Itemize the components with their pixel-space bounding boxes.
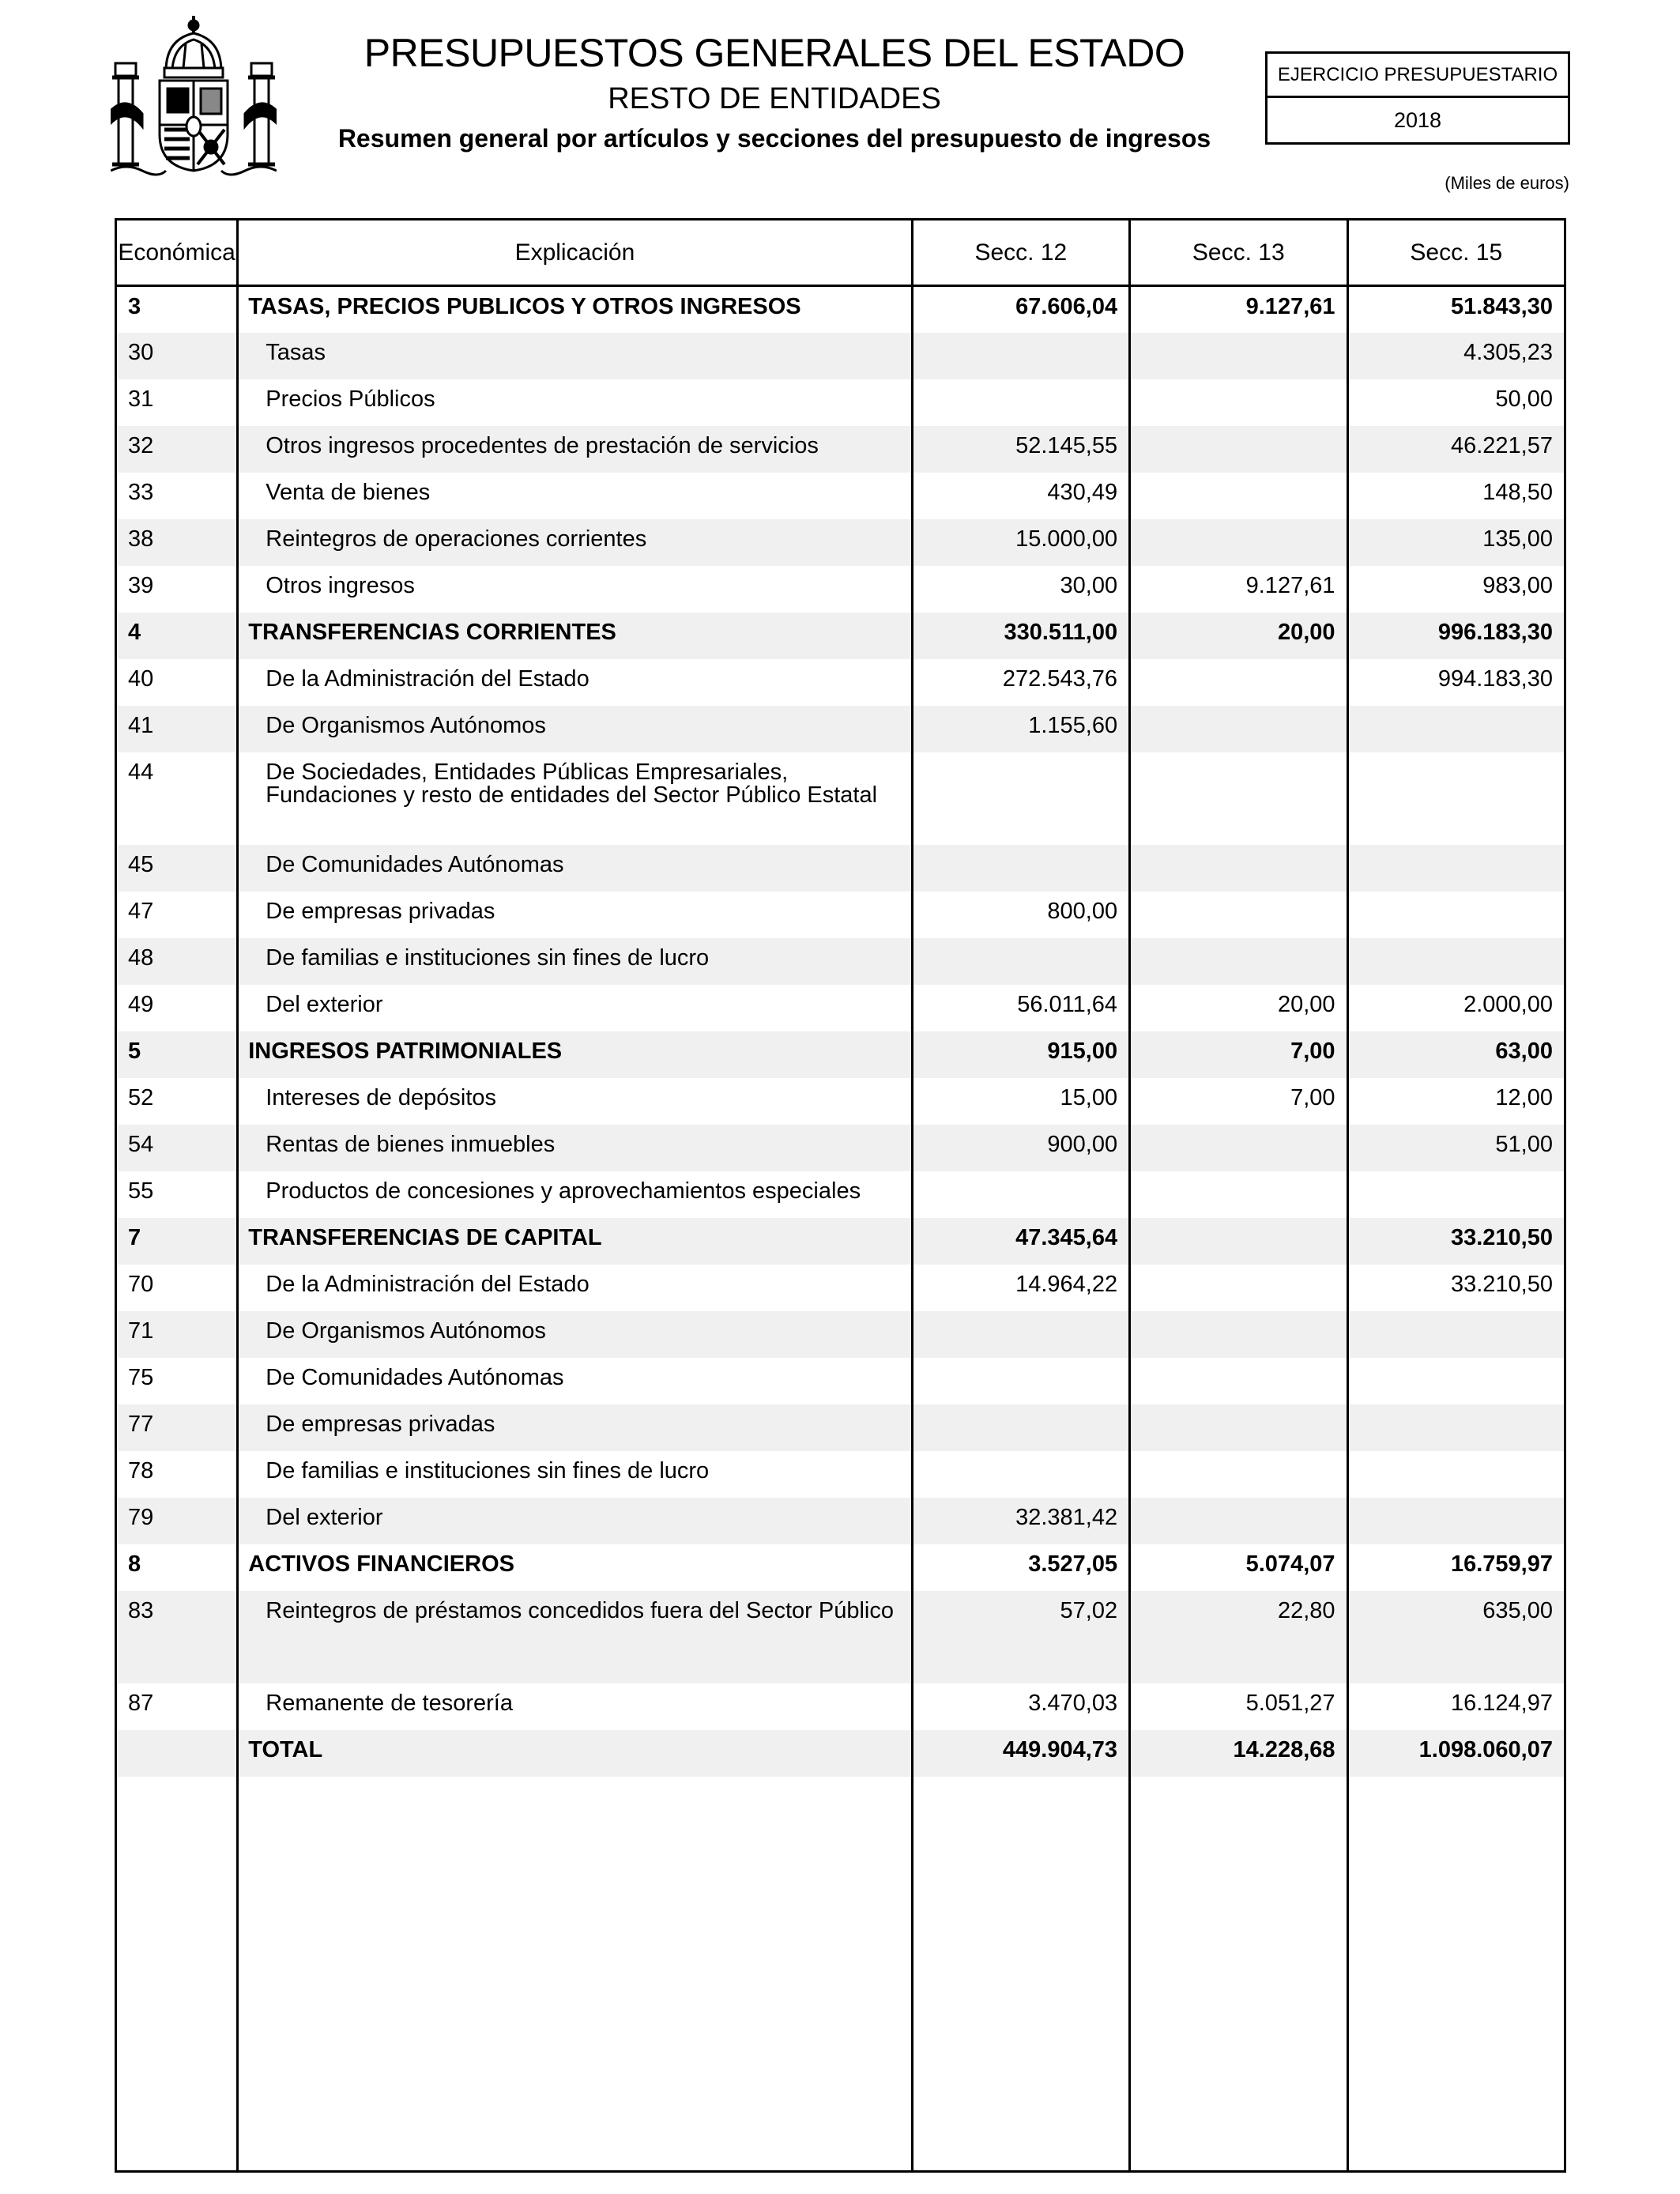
explanation-cell: De Organismos Autónomos <box>238 1311 912 1358</box>
explanation-cell: INGRESOS PATRIMONIALES <box>238 1031 912 1078</box>
table-row <box>116 1451 1565 1498</box>
explanation-cell: TRANSFERENCIAS CORRIENTES <box>238 613 912 659</box>
secc-13-cell: 7,00 <box>1130 1031 1347 1078</box>
explanation-cell: De Sociedades, Entidades Públicas Empresariales, Fundaciones y resto de entidades del Sector Público Estatal <box>238 752 912 845</box>
table-row <box>116 1311 1565 1358</box>
table-row <box>116 752 1565 845</box>
explanation-cell: TASAS, PRECIOS PUBLICOS Y OTROS INGRESOS <box>238 286 912 333</box>
code-cell: 79 <box>116 1498 238 1544</box>
secc-12-cell <box>912 1358 1129 1404</box>
column-header-secc-13: Secc. 13 <box>1130 220 1347 286</box>
secc-15-cell: 135,00 <box>1347 519 1565 566</box>
table-row <box>116 566 1565 613</box>
filler-cell <box>1347 1777 1565 2172</box>
explanation-cell: Intereses de depósitos <box>238 1078 912 1125</box>
secc-15-cell: 983,00 <box>1347 566 1565 613</box>
code-cell: 44 <box>128 759 154 785</box>
secc-12-cell <box>912 1404 1129 1451</box>
explanation-cell: De Comunidades Autónomas <box>238 845 912 892</box>
code-cell: 40 <box>128 665 154 692</box>
secc-13-cell: 7,00 <box>1130 1078 1347 1125</box>
code-cell: 77 <box>116 1404 238 1451</box>
secc-15-cell: 50,00 <box>1347 379 1565 426</box>
secc-12-cell <box>912 938 1129 985</box>
secc-13-cell <box>1130 1125 1347 1171</box>
table-row <box>116 845 1565 892</box>
code-cell: 87 <box>128 1690 154 1716</box>
column-header-economica: Económica <box>116 220 238 286</box>
secc-12-cell <box>912 1171 1129 1218</box>
code-cell: 49 <box>128 991 154 1017</box>
secc-12-cell <box>912 1311 1129 1358</box>
secc-13-cell: 9.127,61 <box>1130 286 1347 333</box>
explanation-cell: Del exterior <box>238 1498 912 1544</box>
secc-13-cell: 5.051,27 <box>1130 1683 1347 1730</box>
secc-13-cell <box>1130 938 1347 985</box>
table-row <box>116 286 1565 333</box>
secc-15-cell: 63,00 <box>1347 1031 1565 1078</box>
code-cell: 39 <box>128 572 154 598</box>
secc-13-cell <box>1130 426 1347 473</box>
secc-15-cell <box>1347 752 1565 845</box>
code-cell: 83 <box>116 1591 238 1683</box>
explanation-cell: Tasas <box>238 333 912 379</box>
table-row <box>116 1404 1565 1451</box>
secc-12-cell: 800,00 <box>912 892 1129 938</box>
secc-12-cell: 32.381,42 <box>912 1498 1129 1544</box>
page-title: PRESUPUESTOS GENERALES DEL ESTADO <box>363 31 1185 75</box>
spanish-coat-of-arms-icon <box>111 16 277 179</box>
table-row <box>116 1031 1565 1078</box>
table-row <box>116 426 1565 473</box>
table-row <box>116 473 1565 519</box>
secc-12-cell: 272.543,76 <box>912 659 1129 706</box>
table-header-row <box>116 220 1565 286</box>
explanation-cell: Reintegros de préstamos concedidos fuera del Sector Público <box>238 1591 912 1683</box>
secc-15-cell: 4.305,23 <box>1347 333 1565 379</box>
secc-13-cell <box>1130 519 1347 566</box>
explanation-cell: Rentas de bienes inmuebles <box>238 1125 912 1171</box>
column-header-secc-15: Secc. 15 <box>1347 220 1565 286</box>
secc-15-cell <box>1347 892 1565 938</box>
explanation-cell: Precios Públicos <box>238 379 912 426</box>
table-row <box>116 613 1565 659</box>
code-cell: 33 <box>128 479 154 505</box>
secc-13-cell <box>1130 1498 1347 1544</box>
explanation-cell: Remanente de tesorería <box>238 1683 912 1730</box>
filler-cell <box>238 1777 912 2172</box>
code-cell: 75 <box>128 1364 154 1390</box>
table-row <box>116 519 1565 566</box>
explanation-cell: ACTIVOS FINANCIEROS <box>238 1544 912 1591</box>
table-row <box>116 706 1565 752</box>
secc-12-cell <box>912 752 1129 845</box>
secc-15-cell <box>1347 845 1565 892</box>
code-cell: 38 <box>116 519 238 566</box>
page-subtitle: RESTO DE ENTIDADES <box>608 82 941 115</box>
secc-12-cell <box>912 333 1129 379</box>
units-note: (Miles de euros) <box>1445 173 1569 193</box>
code-cell: 3 <box>128 294 141 319</box>
table-row <box>116 1591 1565 1683</box>
table-row <box>116 1265 1565 1311</box>
explanation-cell: Otros ingresos procedentes de prestación de servicios <box>238 426 912 473</box>
secc-15-cell <box>1347 1358 1565 1404</box>
secc-12-cell: 900,00 <box>912 1125 1129 1171</box>
secc-15-cell <box>1347 1451 1565 1498</box>
secc-12-cell: 30,00 <box>912 566 1129 613</box>
table-row <box>116 333 1565 379</box>
secc-13-cell <box>1130 1404 1347 1451</box>
secc-15-cell: 2.000,00 <box>1347 985 1565 1031</box>
secc-13-cell <box>1130 379 1347 426</box>
secc-13-cell <box>1130 706 1347 752</box>
table-row <box>116 1218 1565 1265</box>
table-row <box>116 1544 1565 1591</box>
explanation-cell: TOTAL <box>238 1730 912 1777</box>
secc-13-cell <box>1130 892 1347 938</box>
secc-15-cell: 46.221,57 <box>1347 426 1565 473</box>
code-cell: 47 <box>128 898 154 924</box>
secc-13-cell: 14.228,68 <box>1130 1730 1347 1777</box>
secc-13-cell <box>1130 473 1347 519</box>
code-cell: 70 <box>128 1271 154 1297</box>
explanation-cell: De empresas privadas <box>238 1404 912 1451</box>
explanation-cell: De familias e instituciones sin fines de lucro <box>238 938 912 985</box>
secc-15-cell: 1.098.060,07 <box>1347 1730 1565 1777</box>
explanation-cell: Venta de bienes <box>238 473 912 519</box>
secc-13-cell: 20,00 <box>1130 613 1347 659</box>
column-header-secc-12: Secc. 12 <box>912 220 1129 286</box>
table-row <box>116 1683 1565 1730</box>
secc-12-cell: 47.345,64 <box>912 1218 1129 1265</box>
secc-13-cell <box>1130 333 1347 379</box>
code-cell: 54 <box>116 1125 238 1171</box>
table-row <box>116 1078 1565 1125</box>
filler-cell <box>1130 1777 1347 2172</box>
secc-13-cell <box>1130 845 1347 892</box>
table-row <box>116 379 1565 426</box>
table-row <box>116 892 1565 938</box>
column-header-explicacion: Explicación <box>238 220 912 286</box>
code-cell: 55 <box>128 1178 154 1204</box>
code-cell: 5 <box>116 1031 238 1078</box>
code-cell: 48 <box>116 938 238 985</box>
secc-12-cell: 430,49 <box>912 473 1129 519</box>
budget-table <box>115 218 1566 2173</box>
table-row <box>116 938 1565 985</box>
secc-15-cell: 33.210,50 <box>1347 1218 1565 1265</box>
code-cell: 31 <box>128 386 154 412</box>
secc-15-cell: 994.183,30 <box>1347 659 1565 706</box>
table-row <box>116 659 1565 706</box>
code-cell: 71 <box>116 1311 238 1358</box>
secc-15-cell: 996.183,30 <box>1347 613 1565 659</box>
secc-12-cell: 57,02 <box>912 1591 1129 1683</box>
code-cell: 32 <box>116 426 238 473</box>
secc-15-cell: 51.843,30 <box>1347 286 1565 333</box>
secc-12-cell: 330.511,00 <box>912 613 1129 659</box>
secc-15-cell: 12,00 <box>1347 1078 1565 1125</box>
explanation-cell: De empresas privadas <box>238 892 912 938</box>
fiscal-year-value: 2018 <box>1393 108 1442 132</box>
fiscal-year-label: EJERCICIO PRESUPUESTARIO <box>1268 54 1568 98</box>
secc-12-cell <box>912 1451 1129 1498</box>
secc-13-cell <box>1130 752 1347 845</box>
secc-15-cell: 33.210,50 <box>1347 1265 1565 1311</box>
secc-13-cell: 5.074,07 <box>1130 1544 1347 1591</box>
explanation-cell: Productos de concesiones y aprovechamientos especiales <box>238 1171 912 1218</box>
secc-15-cell <box>1347 1404 1565 1451</box>
secc-13-cell: 22,80 <box>1130 1591 1347 1683</box>
secc-15-cell <box>1347 1171 1565 1218</box>
secc-15-cell: 51,00 <box>1347 1125 1565 1171</box>
secc-13-cell <box>1130 1451 1347 1498</box>
secc-12-cell: 15,00 <box>912 1078 1129 1125</box>
table-row <box>116 1730 1565 1777</box>
code-cell: 7 <box>116 1218 238 1265</box>
code-cell: 30 <box>116 333 238 379</box>
secc-15-cell <box>1347 706 1565 752</box>
secc-12-cell: 1.155,60 <box>912 706 1129 752</box>
table-row <box>116 1171 1565 1218</box>
table-row <box>116 1125 1565 1171</box>
fiscal-year-box <box>1265 51 1570 145</box>
explanation-cell: Otros ingresos <box>238 566 912 613</box>
secc-15-cell: 16.124,97 <box>1347 1683 1565 1730</box>
explanation-cell: De la Administración del Estado <box>238 659 912 706</box>
table-row <box>116 985 1565 1031</box>
table-row <box>116 1358 1565 1404</box>
secc-12-cell: 15.000,00 <box>912 519 1129 566</box>
secc-13-cell: 20,00 <box>1130 985 1347 1031</box>
table-body <box>116 286 1565 2172</box>
explanation-cell: De Organismos Autónomos <box>238 706 912 752</box>
secc-12-cell: 56.011,64 <box>912 985 1129 1031</box>
secc-12-cell: 52.145,55 <box>912 426 1129 473</box>
explanation-cell: De Comunidades Autónomas <box>238 1358 912 1404</box>
secc-12-cell: 449.904,73 <box>912 1730 1129 1777</box>
table-filler-row <box>116 1777 1565 2172</box>
secc-12-cell: 14.964,22 <box>912 1265 1129 1311</box>
page-description: Resumen general por artículos y secciones del presupuesto de ingresos <box>337 124 1211 153</box>
secc-13-cell: 9.127,61 <box>1130 566 1347 613</box>
secc-13-cell <box>1130 1265 1347 1311</box>
code-cell: 78 <box>128 1457 154 1483</box>
secc-12-cell: 3.527,05 <box>912 1544 1129 1591</box>
secc-15-cell <box>1347 1311 1565 1358</box>
secc-13-cell <box>1130 1311 1347 1358</box>
secc-15-cell: 16.759,97 <box>1347 1544 1565 1591</box>
explanation-cell: Reintegros de operaciones corrientes <box>238 519 912 566</box>
secc-12-cell: 67.606,04 <box>912 286 1129 333</box>
secc-13-cell <box>1130 1358 1347 1404</box>
secc-13-cell <box>1130 1171 1347 1218</box>
explanation-cell: De familias e instituciones sin fines de lucro <box>238 1451 912 1498</box>
secc-12-cell <box>912 379 1129 426</box>
filler-cell <box>912 1777 1129 2172</box>
secc-12-cell <box>912 845 1129 892</box>
explanation-cell: De la Administración del Estado <box>238 1265 912 1311</box>
secc-15-cell: 635,00 <box>1347 1591 1565 1683</box>
code-cell: 4 <box>116 613 238 659</box>
code-cell: 41 <box>116 706 238 752</box>
table-row <box>116 1498 1565 1544</box>
secc-15-cell <box>1347 1498 1565 1544</box>
secc-12-cell: 3.470,03 <box>912 1683 1129 1730</box>
secc-13-cell <box>1130 659 1347 706</box>
explanation-cell: TRANSFERENCIAS DE CAPITAL <box>238 1218 912 1265</box>
explanation-cell: Del exterior <box>238 985 912 1031</box>
secc-15-cell <box>1347 938 1565 985</box>
code-cell: 8 <box>128 1551 141 1577</box>
code-cell: 45 <box>116 845 238 892</box>
secc-15-cell: 148,50 <box>1347 473 1565 519</box>
filler-cell <box>116 1777 238 2172</box>
code-cell <box>116 1730 238 1777</box>
secc-12-cell: 915,00 <box>912 1031 1129 1078</box>
code-cell: 52 <box>128 1084 154 1110</box>
secc-13-cell <box>1130 1218 1347 1265</box>
